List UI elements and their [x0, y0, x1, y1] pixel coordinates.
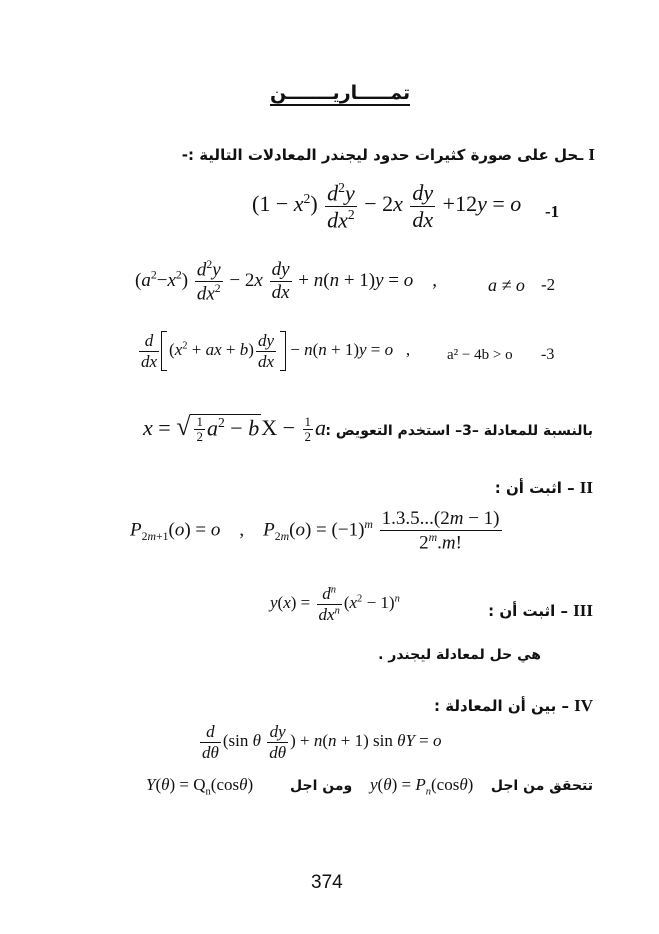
- section-3-after-text: هي حل لمعادلة ليجندر .: [378, 647, 541, 663]
- page-title: تمـــــاريـــــــن: [270, 82, 411, 104]
- equation-2-condition: a ≠ o: [488, 275, 525, 295]
- section-1-heading: [182, 145, 595, 165]
- section-3-heading: [488, 601, 593, 621]
- section-4-heading-text: – بين أن المعادلة :: [434, 697, 569, 715]
- section-3-label: III: [573, 601, 593, 620]
- equation-1: $(1 - x^2)$ $\frac{d^2y}{dx^2}$ − 2x $\frac{dy}{dx}$ +12y = o: [252, 180, 522, 232]
- equation-2: $(a^2-x^2)$ $\frac{d^2y}{dx^2}$ − 2x $\frac{dy}{dx}$ + n(n + 1)y = o ,: [135, 258, 438, 305]
- verify-text: تتحقق من اجل: [490, 778, 593, 794]
- section-2-equation: $P_{2m+1}(o) = o$ , $P_{2m}(o) = (-1)^m$ $\frac{1.3.5...(2m - 1)}{2^m.m!}$: [130, 508, 500, 554]
- substitution-text: بالنسبة للمعادلة –3– استخدم التعويض :: [325, 423, 593, 439]
- equation-3-condition: a² − 4b > o: [447, 347, 513, 363]
- equation-2-number: -2: [541, 275, 556, 294]
- section-2-heading-text: – اثبت أن :: [494, 479, 575, 497]
- section-3-heading-text: – اثبت أن :: [488, 602, 569, 620]
- equation-3-number: -3: [541, 346, 555, 363]
- section-1-heading-text: ـحل على صورة كثيرات حدود ليجندر المعادلات التالية :-: [181, 146, 584, 164]
- verify-Y-equation: $Y(\theta) = Q_n(\cos\theta)$: [146, 775, 254, 798]
- substitution-formula: x = √ $\frac{1}{2}$ $a^2$ − bX − $\frac{1}{2}$ a: [143, 412, 326, 445]
- section-1-label: I: [588, 145, 595, 164]
- section-4-equation: $\frac{d}{d\theta}$ (sin θ $\frac{dy}{d\theta}$ ) + n(n + 1) sin θY = o: [202, 722, 442, 762]
- equation-1-number: -1: [545, 202, 560, 221]
- page-number: 374: [311, 872, 343, 893]
- section-4-label: IV: [574, 696, 593, 715]
- section-4-heading: [434, 696, 593, 716]
- verify-and-text: ومن اجل: [290, 778, 353, 794]
- section-2-label: II: [579, 478, 593, 497]
- equation-3: $\frac{d}{dx}$ ($x^2$ + ax + b) $\frac{dy}{dx}$ − n(n + 1)y = o ,: [141, 331, 411, 371]
- verify-y-equation: $y(\theta) = P_n(\cos\theta)$: [370, 775, 474, 798]
- section-3-equation: y(x) = $\frac{d^n}{dx^n}$ $(x^2 - 1)^n$: [270, 584, 400, 624]
- section-2-heading: [495, 478, 593, 498]
